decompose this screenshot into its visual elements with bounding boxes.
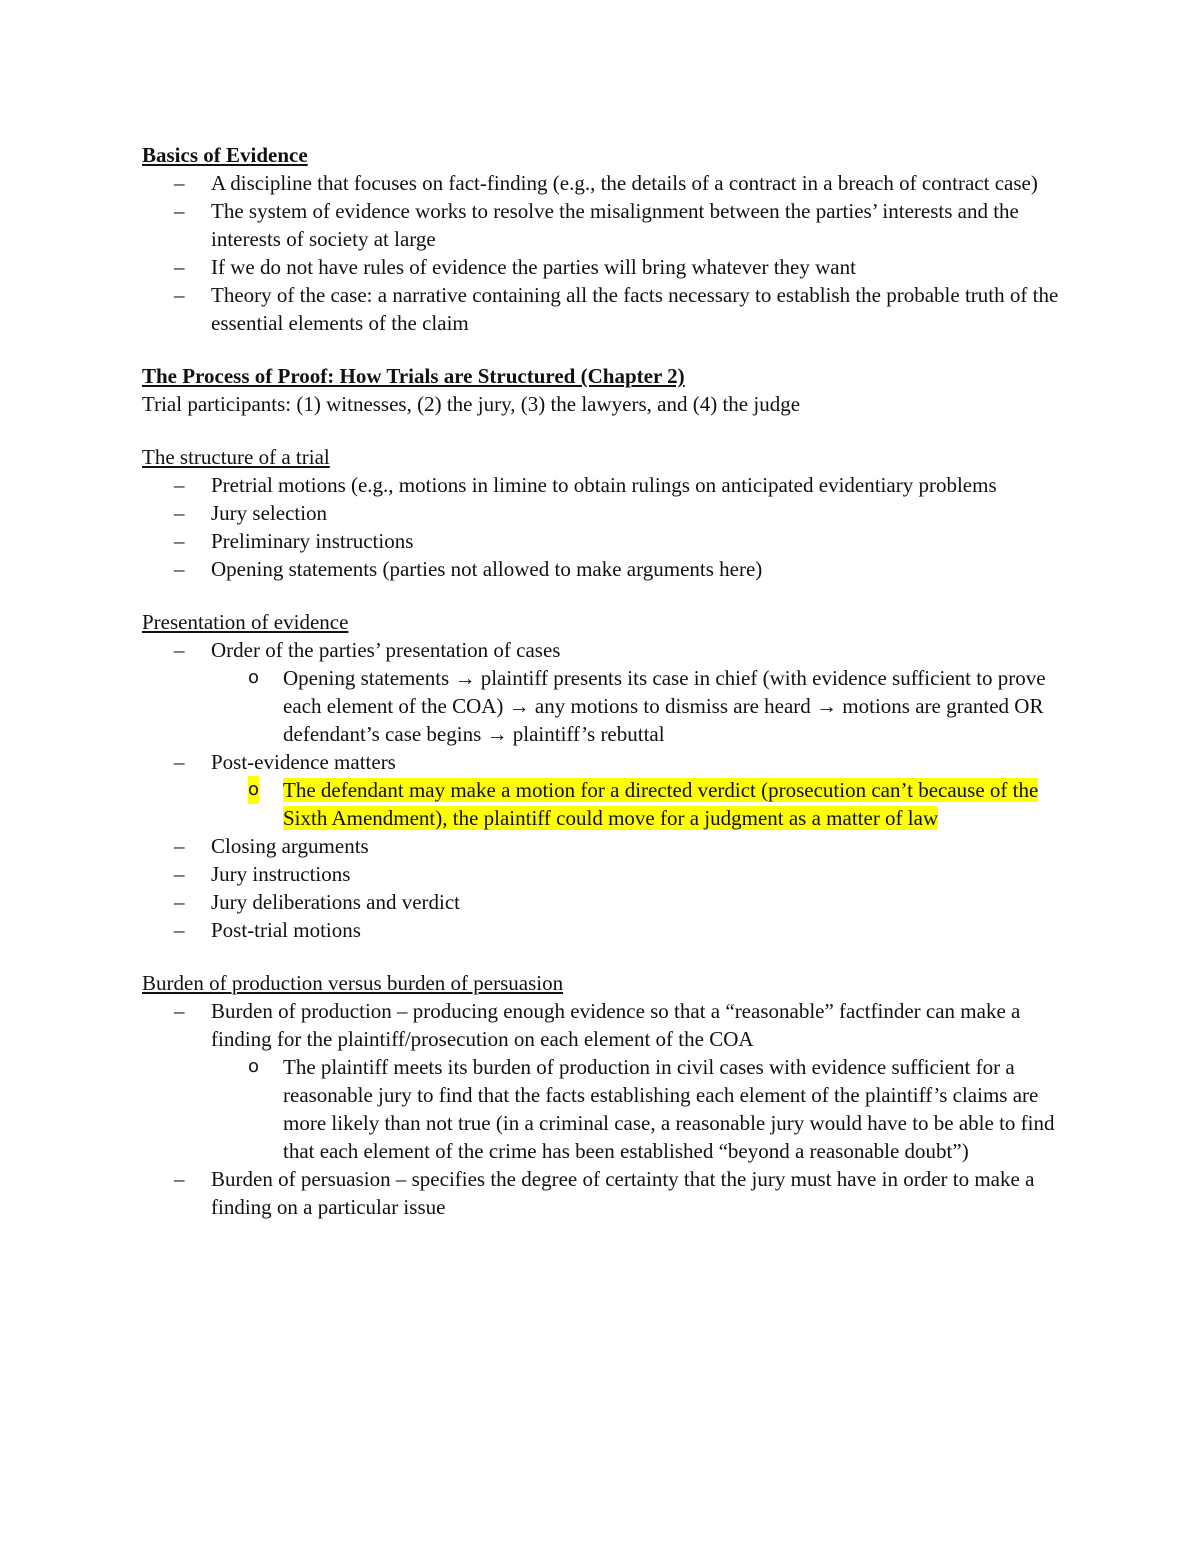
dash-marker: – <box>174 999 185 1023</box>
list-item: – Closing arguments <box>174 834 369 858</box>
list-item: – Preliminary instructions <box>174 529 414 553</box>
dash-marker: – <box>174 529 185 553</box>
list-item: – The system of evidence works to resolve the misalignment between the parties’ interests and the interests of society at large <box>174 199 1019 251</box>
list-item: – Pretrial motions (e.g., motions in limine to obtain rulings on anticipated evidentiary problems <box>174 473 997 497</box>
dash-marker: – <box>174 834 185 858</box>
structure-list <box>142 471 1062 583</box>
section-heading-presentation-of-evidence: Presentation of evidence <box>142 610 349 634</box>
dash-marker: – <box>174 557 185 581</box>
dash-marker: – <box>174 862 185 886</box>
burden-list <box>142 997 1062 1221</box>
circle-bullet-icon: o <box>248 667 260 688</box>
dash-marker: – <box>174 501 185 525</box>
list-item: – Jury deliberations and verdict <box>174 890 461 914</box>
dash-marker: – <box>174 283 185 307</box>
sub-list-item: o The plaintiff meets its burden of production in civil cases with evidence sufficient for a reasonable jury to find that the facts establishing each element of the plaintiff’s claims are more likely than not true (in a criminal case, a reasonable jury would have to be able to find that each element of the crime has been established “beyond a reasonable doubt”) <box>248 1055 1055 1163</box>
sub-list-item: o Opening statements → plaintiff presents its case in chief (with evidence sufficient to prove each element of the COA) → any motions to dismiss are heard → motions are granted OR defendant’s case begins → plaintiff’s rebuttal <box>248 666 1046 746</box>
presentation-list <box>142 636 1062 944</box>
list-item: – Order of the parties’ presentation of cases o Opening statements → plaintiff presents its case in chief (with evidence sufficient to prove each element of the COA) → any motions to dismiss are heard → motions are granted OR defendant’s case begins → plaintiff’s rebuttal <box>142 636 1062 748</box>
dash-marker: – <box>174 473 185 497</box>
dash-marker: – <box>174 1167 185 1191</box>
dash-marker: – <box>174 750 185 774</box>
list-item: – If we do not have rules of evidence the parties will bring whatever they want <box>174 255 856 279</box>
trial-participants-text: Trial participants: (1) witnesses, (2) the jury, (3) the lawyers, and (4) the judge <box>142 392 801 416</box>
sub-list <box>211 776 1062 832</box>
dash-marker: – <box>174 638 185 662</box>
list-item: – A discipline that focuses on fact-finding (e.g., the details of a contract in a breach of contract case) <box>174 171 1038 195</box>
basics-list <box>142 169 1062 337</box>
section-heading-burdens: Burden of production versus burden of persuasion <box>142 971 564 995</box>
dash-marker: – <box>174 199 185 223</box>
sub-list <box>211 664 1062 748</box>
dash-marker: – <box>174 255 185 279</box>
list-item: – Jury selection <box>174 501 328 525</box>
dash-marker: – <box>174 890 185 914</box>
list-item: – Theory of the case: a narrative containing all the facts necessary to establish the probable truth of the essential elements of the claim <box>174 283 1059 335</box>
list-item: – Burden of persuasion – specifies the degree of certainty that the jury must have in order to make a finding on a particular issue <box>174 1167 1035 1219</box>
section-heading-structure-of-trial: The structure of a trial <box>142 445 330 469</box>
highlighted-text: The defendant may make a motion for a directed verdict (prosecution can’t because of the Sixth Amendment), the plaintiff could move for a judgment as a matter of law <box>283 778 1039 830</box>
list-item: – Opening statements (parties not allowed to make arguments here) <box>174 557 763 581</box>
dash-marker: – <box>174 171 185 195</box>
sub-list <box>211 1053 1062 1165</box>
dash-marker: – <box>174 918 185 942</box>
list-item: – Post-trial motions <box>174 918 361 942</box>
sub-list-item-highlighted <box>211 776 1062 832</box>
circle-bullet-icon: o <box>248 1056 260 1077</box>
list-item: – Burden of production – producing enough evidence so that a “reasonable” factfinder can make a finding for the plaintiff/prosecution on each element of the COA o The plaintiff meets its burden of production in civil cases with evidence sufficient for a reasonable jury to find that the facts establishing each element of the plaintiff’s claims are more likely than not true (in a criminal case, a reasonable jury would have to be able to find that each element of the crime has been established “beyond a reasonable doubt”) <box>142 997 1062 1165</box>
section-heading-basics: Basics of Evidence <box>142 143 308 167</box>
circle-bullet-icon: o <box>248 776 259 804</box>
list-item: – Jury instructions <box>174 862 351 886</box>
list-item: – Post-evidence matters o The defendant may make a motion for a directed verdict (prosecution can’t because of the Sixth Amendment), the plaintiff could move for a judgment as a matter of law <box>142 748 1062 832</box>
section-heading-process-of-proof: The Process of Proof: How Trials are Structured (Chapter 2) <box>142 364 685 388</box>
document-page <box>142 141 1062 1221</box>
